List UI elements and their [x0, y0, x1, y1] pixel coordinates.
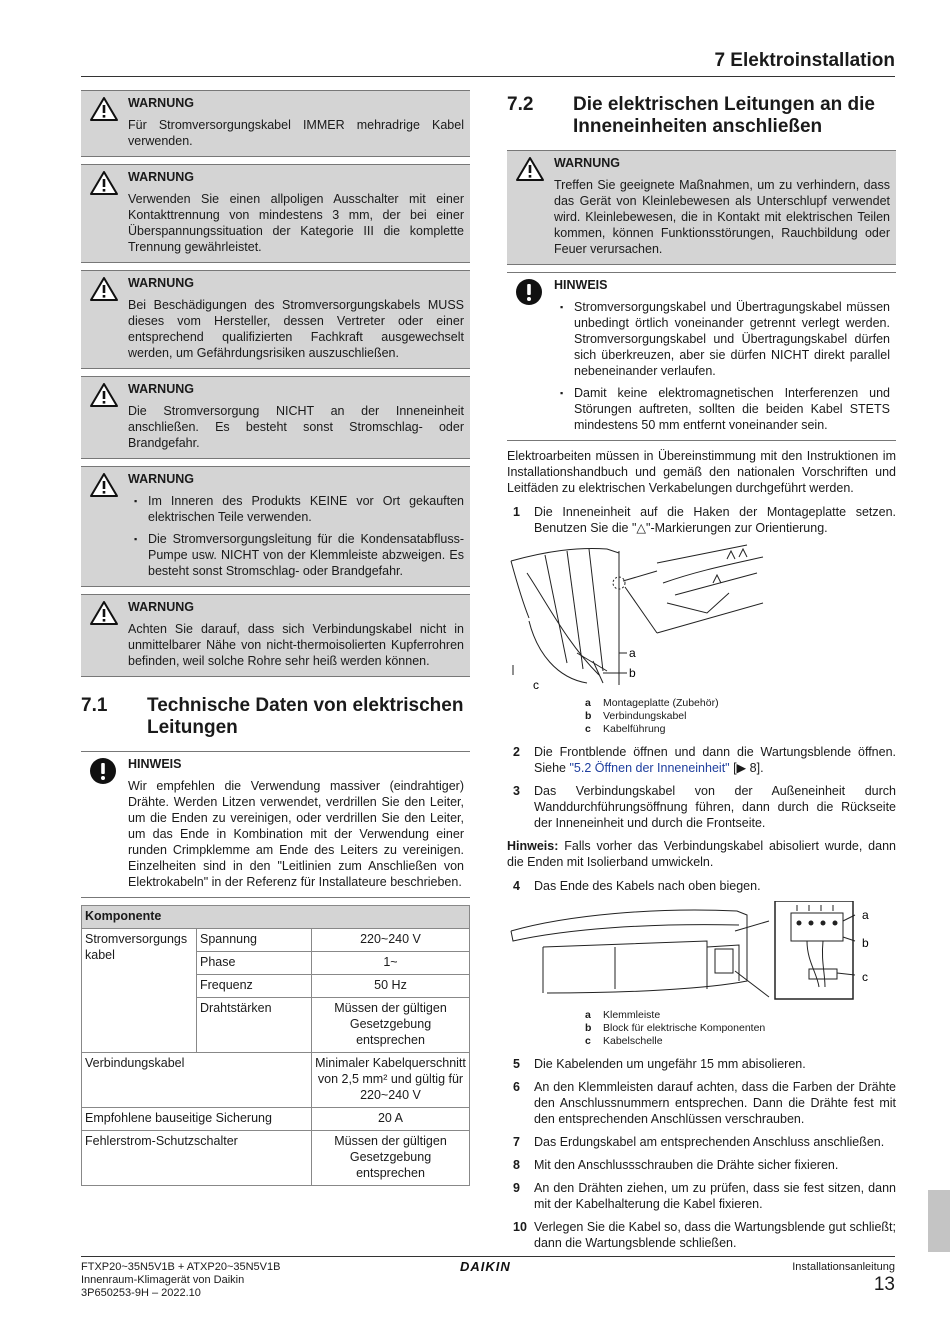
step-number: 5	[513, 1057, 520, 1071]
step-text: Mit den Anschlussschrauben die Drähte sicher fixieren.	[534, 1158, 839, 1172]
list-item: ▪ Stromversorgungskabel und Übertragungskabel müssen unbedingt örtlich voneinander getrennt verlegt werden. Stromversorgungskabel und Übertragungskabel dürfen sich überkreuzen, aber sie dürfen NICHT direkt parallel nebeneinander verlaufen.	[554, 299, 890, 379]
legend-item	[585, 723, 896, 736]
step-item	[507, 878, 896, 894]
table-cell: Empfohlene bauseitige Sicherung	[82, 1108, 312, 1131]
table-cell: Spannung	[197, 929, 312, 952]
table-row	[82, 1131, 470, 1186]
hinweis-box	[507, 272, 896, 441]
step-text: Das Erdungskabel am entsprechenden Anschluss anschließen.	[534, 1135, 885, 1149]
legend-key: c	[585, 1035, 591, 1047]
warning-box	[81, 90, 470, 157]
step-number: 6	[513, 1080, 520, 1094]
footer-left	[81, 1261, 280, 1300]
step-item	[507, 744, 896, 776]
step-item	[507, 1180, 896, 1212]
step-item	[507, 1219, 896, 1251]
cross-reference-link[interactable]: "5.2 Öffnen der Inneneinheit"	[569, 761, 730, 775]
warning-title: WARNUNG	[128, 276, 194, 290]
step-text: Die Kabelenden um ungefähr 15 mm abisolieren.	[534, 1057, 806, 1071]
legend-item	[585, 1009, 896, 1022]
footer-manual-label: Installationsanleitung	[792, 1261, 895, 1273]
warning-title: WARNUNG	[128, 96, 194, 110]
step-number: 8	[513, 1158, 520, 1172]
table-row	[82, 929, 470, 952]
step-text	[534, 744, 896, 776]
warning-triangle-icon	[89, 472, 119, 502]
step-text: Das Ende des Kabels nach oben biegen.	[534, 879, 761, 893]
warning-triangle-icon	[89, 600, 119, 630]
legend-text: Verbindungskabel	[603, 710, 687, 722]
table-cell: 20 A	[312, 1108, 470, 1131]
table-cell: Verbindungskabel	[82, 1053, 312, 1108]
list-item: ▪ Damit keine elektromagnetischen Interferenzen und Störungen auftreten, sollten die beiden Kabel STETS mindestens 50 mm entfernt voneinander sein.	[554, 385, 890, 433]
step-number: 9	[513, 1181, 520, 1195]
legend-text: Klemmleiste	[603, 1009, 661, 1021]
step-text: Die Inneneinheit auf die Haken der Montageplatte setzen. Benutzen Sie die "△"-Markierungen zur Orientierung.	[534, 505, 896, 535]
step-number: 7	[513, 1135, 520, 1149]
table-cell: Phase	[197, 952, 312, 975]
step-text: An den Drähten ziehen, um zu prüfen, dass sie fest sitzen, dann mit der Kabelhalterung die Kabel fixieren.	[534, 1181, 896, 1211]
section-heading-7-1	[81, 695, 470, 739]
table-cell: 1~	[312, 952, 470, 975]
page-ref: [▶ 8].	[729, 761, 764, 775]
table-cell: Fehlerstrom-Schutzschalter	[82, 1131, 312, 1186]
intro-paragraph: Elektroarbeiten müssen in Übereinstimmung mit den Instruktionen im Installationshandbuch und gemäß den nationalen Vorschriften und Leitfäden zu elektrischen Verkabelungen durchgeführt werden.	[507, 449, 896, 495]
table-cell: 220~240 V	[312, 929, 470, 952]
warning-box	[507, 150, 896, 265]
step-item	[507, 504, 896, 536]
table-cell: Müssen der gültigen Gesetzgebung entsprechen	[312, 998, 470, 1053]
hinweis-text: Wir empfehlen die Verwendung massiver (eindrahtiger) Drähte. Werden Litzen verwendet, verdrillen Sie den Leiter, um die Enden zu vereinigen, oder verdrillen Sie den Leiter, um das Ende in Kombination mit der Verwendung einer runden Crimpklemme am Ende des Leiters zu vereinigen. Einzelheiten sind in den "Leitlinien zum Anschließen von Elektrokabeln" in der Referenz für Installateure beschrieben.	[128, 779, 464, 889]
legend-key: b	[585, 710, 592, 722]
warning-box	[81, 594, 470, 677]
step-item	[507, 783, 896, 831]
left-column	[81, 90, 470, 1186]
step-text: Das Verbindungskabel von der Außeneinheit durch Wanddurchführungsöffnung führen, dann durch die Rückseite der Inneneinheit und durch die Frontseite.	[534, 784, 896, 830]
warning-text: Die Stromversorgung NICHT an der Inneneinheit anschließen. Es besteht sonst Stromschlag- oder Brandgefahr.	[128, 404, 464, 450]
step-item	[507, 1079, 896, 1127]
page-number: 13	[873, 1274, 895, 1295]
footer-docnum: 3P650253-9H – 2022.10	[81, 1287, 201, 1299]
warning-box	[81, 376, 470, 459]
note-label: Hinweis:	[507, 839, 559, 853]
warning-text: Für Stromversorgungskabel IMMER mehradrige Kabel verwenden.	[128, 118, 464, 148]
warning-text: Bei Beschädigungen des Stromversorgungskabels MUSS dieses vom Hersteller, dessen Vertreter oder einer entsprechend qualifizierten Fachkraft ausgewechselt werden, um Gefährdungsrisiken auszuschließen.	[128, 298, 464, 360]
hinweis-title: HINWEIS	[128, 757, 182, 771]
note-text: Falls vorher das Verbindungskabel abisoliert wurde, dann die Enden mit Isolierband umwickeln.	[507, 839, 896, 869]
legend-text: Montageplatte (Zubehör)	[603, 697, 719, 709]
fig-label-b: b	[629, 666, 636, 680]
fig-label-c: c	[862, 970, 868, 984]
fig-label-c: c	[533, 678, 539, 691]
fig-label-a: a	[629, 646, 636, 660]
legend-key: a	[585, 697, 591, 709]
warning-box	[81, 466, 470, 587]
exclamation-circle-icon	[515, 278, 543, 310]
step-text-main: Die Frontblende öffnen und dann die Wartungsblende öffnen. Siehe	[534, 745, 896, 775]
electrical-spec-table	[81, 905, 470, 1186]
section-title: Technische Daten von elektrischen Leitungen	[147, 695, 464, 738]
warning-triangle-icon	[89, 170, 119, 200]
warning-title: WARNUNG	[128, 472, 194, 486]
warning-title: WARNUNG	[128, 170, 194, 184]
fig-label-b: b	[862, 936, 869, 950]
legend-item	[585, 1035, 896, 1048]
step-number: 2	[513, 745, 520, 759]
figure-mounting	[507, 543, 896, 691]
step-item	[507, 1157, 896, 1173]
list-item: ▪ Die Stromversorgungsleitung für die Kondensatabfluss-Pumpe usw. NICHT von der Klemmleiste abzweigen. Es besteht sonst Stromschlag- oder Brandgefahr.	[128, 531, 464, 579]
table-cell: Minimaler Kabelquerschnitt von 2,5 mm² und gültig für 220~240 V	[312, 1053, 470, 1108]
step-item	[507, 1134, 896, 1150]
figure-terminal	[507, 901, 896, 1005]
page-header-title: 7 Elektroinstallation	[714, 50, 895, 71]
step-text: An den Klemmleisten darauf achten, dass die Farben der Drähte den Anschlussnummern entsprechen. Dann die Drähte fest mit den entsprechenden Anschlüssen verschrauben.	[534, 1080, 896, 1126]
warning-text: Achten Sie darauf, dass sich Verbindungskabel nicht in unmittelbarer Nähe von nicht-thermoisolierten Kupferrohren befinden, weil solche Rohre sehr heiß werden können.	[128, 622, 464, 668]
table-cell: Drahtstärken	[197, 998, 312, 1053]
warning-text: Treffen Sie geeignete Maßnahmen, um zu verhindern, dass das Gerät von Kleinlebewesen als Unterschlupf verwendet wird. Kleinlebewesen, die in Kontakt mit elektrischen Teilen kommen, können Funktionsstörungen, Rauchbildung oder Feuer verursachen.	[554, 178, 890, 256]
warning-triangle-icon	[89, 276, 119, 306]
legend-key: b	[585, 1022, 592, 1034]
warning-triangle-icon	[89, 382, 119, 412]
legend-text: Block für elektrische Komponenten	[603, 1022, 766, 1034]
figure-legend	[585, 1009, 896, 1048]
footer-rule	[81, 1256, 895, 1257]
legend-key: a	[585, 1009, 591, 1021]
warning-triangle-icon	[89, 96, 119, 126]
warning-box	[81, 270, 470, 369]
warning-text: Verwenden Sie einen allpoligen Ausschalter mit einer Kontakttrennung von mindestens 3 mm, der bei einer Überspannungssituation der Kategorie III die komplette Trennung gewährleistet.	[128, 192, 464, 254]
daikin-logo: DAIKIN	[460, 1259, 511, 1274]
footer-product: Innenraum-Klimagerät von Daikin	[81, 1274, 245, 1286]
legend-text: Kabelführung	[603, 723, 666, 735]
hinweis-box	[81, 751, 470, 898]
table-cell: 50 Hz	[312, 975, 470, 998]
header-rule	[81, 76, 895, 77]
table-cell: Müssen der gültigen Gesetzgebung entsprechen	[312, 1131, 470, 1186]
step-number: 4	[513, 879, 520, 893]
warning-triangle-icon	[515, 156, 545, 186]
footer-model: FTXP20~35N5V1B + ATXP20~35N5V1B	[81, 1261, 281, 1273]
table-cell: Frequenz	[197, 975, 312, 998]
section-number: 7.2	[507, 94, 534, 115]
legend-item	[585, 1022, 896, 1035]
warning-box	[81, 164, 470, 263]
section-title: Die elektrischen Leitungen an die Inneneinheiten anschließen	[573, 94, 875, 137]
chapter-tab	[928, 1190, 950, 1252]
figure-legend	[585, 697, 896, 736]
section-number: 7.1	[81, 695, 108, 716]
list-item: ▪ Im Inneren des Produkts KEINE vor Ort gekauften elektrischen Teile verwenden.	[128, 493, 464, 525]
step-number: 10	[513, 1220, 527, 1234]
hinweis-list	[554, 299, 890, 433]
note-paragraph	[507, 838, 896, 870]
legend-key: c	[585, 723, 591, 735]
right-column	[507, 90, 896, 1258]
legend-item	[585, 697, 896, 710]
table-row	[82, 1053, 470, 1108]
warning-title: WARNUNG	[128, 600, 194, 614]
step-number: 1	[513, 505, 520, 519]
warning-list	[128, 493, 464, 579]
table-header: Komponente	[82, 906, 470, 929]
step-text: Verlegen Sie die Kabel so, dass die Wartungsblende gut schließt; dann die Wartungsblende schließen.	[534, 1220, 896, 1250]
legend-text: Kabelschelle	[603, 1035, 663, 1047]
step-item	[507, 1056, 896, 1072]
legend-item	[585, 710, 896, 723]
warning-title: WARNUNG	[554, 156, 620, 170]
section-heading-7-2	[507, 94, 896, 138]
terminal-screws	[797, 921, 838, 926]
step-number: 3	[513, 784, 520, 798]
table-row	[82, 1108, 470, 1131]
fig-label-a: a	[862, 908, 869, 922]
warning-title: WARNUNG	[128, 382, 194, 396]
hinweis-title: HINWEIS	[554, 278, 608, 292]
exclamation-circle-icon	[89, 757, 117, 789]
terminal-illustration	[507, 901, 896, 1005]
mounting-illustration	[507, 543, 896, 691]
table-cell: Stromversorgungskabel	[82, 929, 197, 1053]
